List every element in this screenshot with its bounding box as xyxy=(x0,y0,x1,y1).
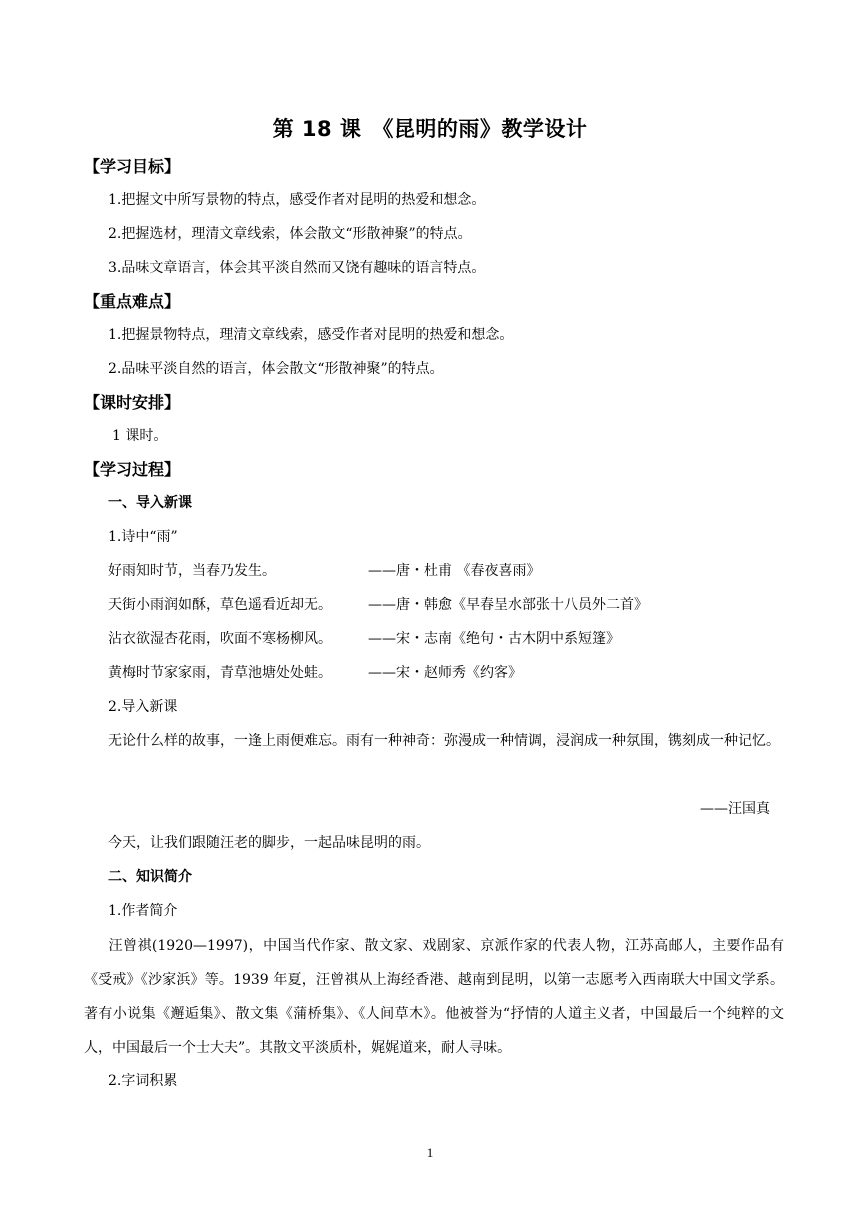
poem-line: 黄梅时节家家雨，青草池塘处处蛙。 xyxy=(108,665,332,681)
section-title: 一、导入新课 xyxy=(108,495,192,511)
author-bio-paragraph xyxy=(84,929,784,1065)
section-title: 二、知识简介 xyxy=(108,869,192,885)
objective-item: 3.品味文章语言，体会其平淡自然而又饶有趣味的语言特点。 xyxy=(108,260,486,276)
intro-text: 今天，让我们跟随汪老的脚步，一起品味昆明的雨。 xyxy=(108,835,430,851)
poem-source: ——唐・杜甫 《春夜喜雨》 xyxy=(368,563,541,579)
keypoints-heading: 【重点难点】 xyxy=(84,292,181,311)
author-bio-text: 汪曾祺(1920—1997)，中国当代作家、散文家、戏剧家、京派作家的代表人物，江苏高邮人，主要作品有《受戒》《沙家浜》等。1939 年夏，汪曾祺从上海经香港、越南到昆明，以第一志愿考入西南联大中国文学系。著有小说集《邂逅集》、散文集《蒲桥集》、《人间草木》。他被誉为“抒情的人道主义者，中国最后一个纯粹的文人，中国最后一个士大夫”。其散文平淡质朴，娓娓道来，耐人寻味。 xyxy=(84,938,784,1056)
subsection-title: 1.作者简介 xyxy=(108,903,178,919)
poem-line: 好雨知时节，当春乃发生。 xyxy=(108,563,276,579)
subsection-title: 2.字词积累 xyxy=(108,1073,178,1089)
objectives-heading: 【学习目标】 xyxy=(84,157,181,176)
quote-text: 无论什么样的故事，一逢上雨便难忘。雨有一种神奇：弥漫成一种情调，浸润成一种氛围，镌刻成一种记忆。 xyxy=(108,733,780,749)
subsection-title: 2.导入新课 xyxy=(108,699,178,715)
keypoint-item: 1.把握景物特点，理清文章线索，感受作者对昆明的热爱和想念。 xyxy=(108,327,514,343)
keypoint-item: 2.品味平淡自然的语言，体会散文“形散神聚”的特点。 xyxy=(108,361,444,377)
process-heading: 【学习过程】 xyxy=(84,460,181,479)
subsection-title: 1.诗中“雨” xyxy=(108,529,178,545)
document-title: 第 18 课 《昆明的雨》教学设计 xyxy=(272,117,588,141)
objective-item: 2.把握选材，理清文章线索，体会散文“形散神聚”的特点。 xyxy=(108,226,472,242)
quote-author: ——汪国真 xyxy=(700,801,770,817)
poem-line: 天街小雨润如酥，草色遥看近却无。 xyxy=(108,597,332,613)
poem-line: 沾衣欲湿杏花雨，吹面不寒杨柳风。 xyxy=(108,631,332,647)
poem-source: ——宋・志南《绝句・古木阴中系短篷》 xyxy=(368,631,620,647)
schedule-heading: 【课时安排】 xyxy=(84,393,181,412)
page-number: 1 xyxy=(426,1145,434,1160)
schedule-text: 1 课时。 xyxy=(112,428,168,444)
objective-item: 1.把握文中所写景物的特点，感受作者对昆明的热爱和想念。 xyxy=(108,192,486,208)
quote-paragraph xyxy=(84,724,784,758)
poem-source: ——宋・赵师秀《约客》 xyxy=(368,665,522,681)
poem-source: ——唐・韩愈《早春呈水部张十八员外二首》 xyxy=(368,597,648,613)
